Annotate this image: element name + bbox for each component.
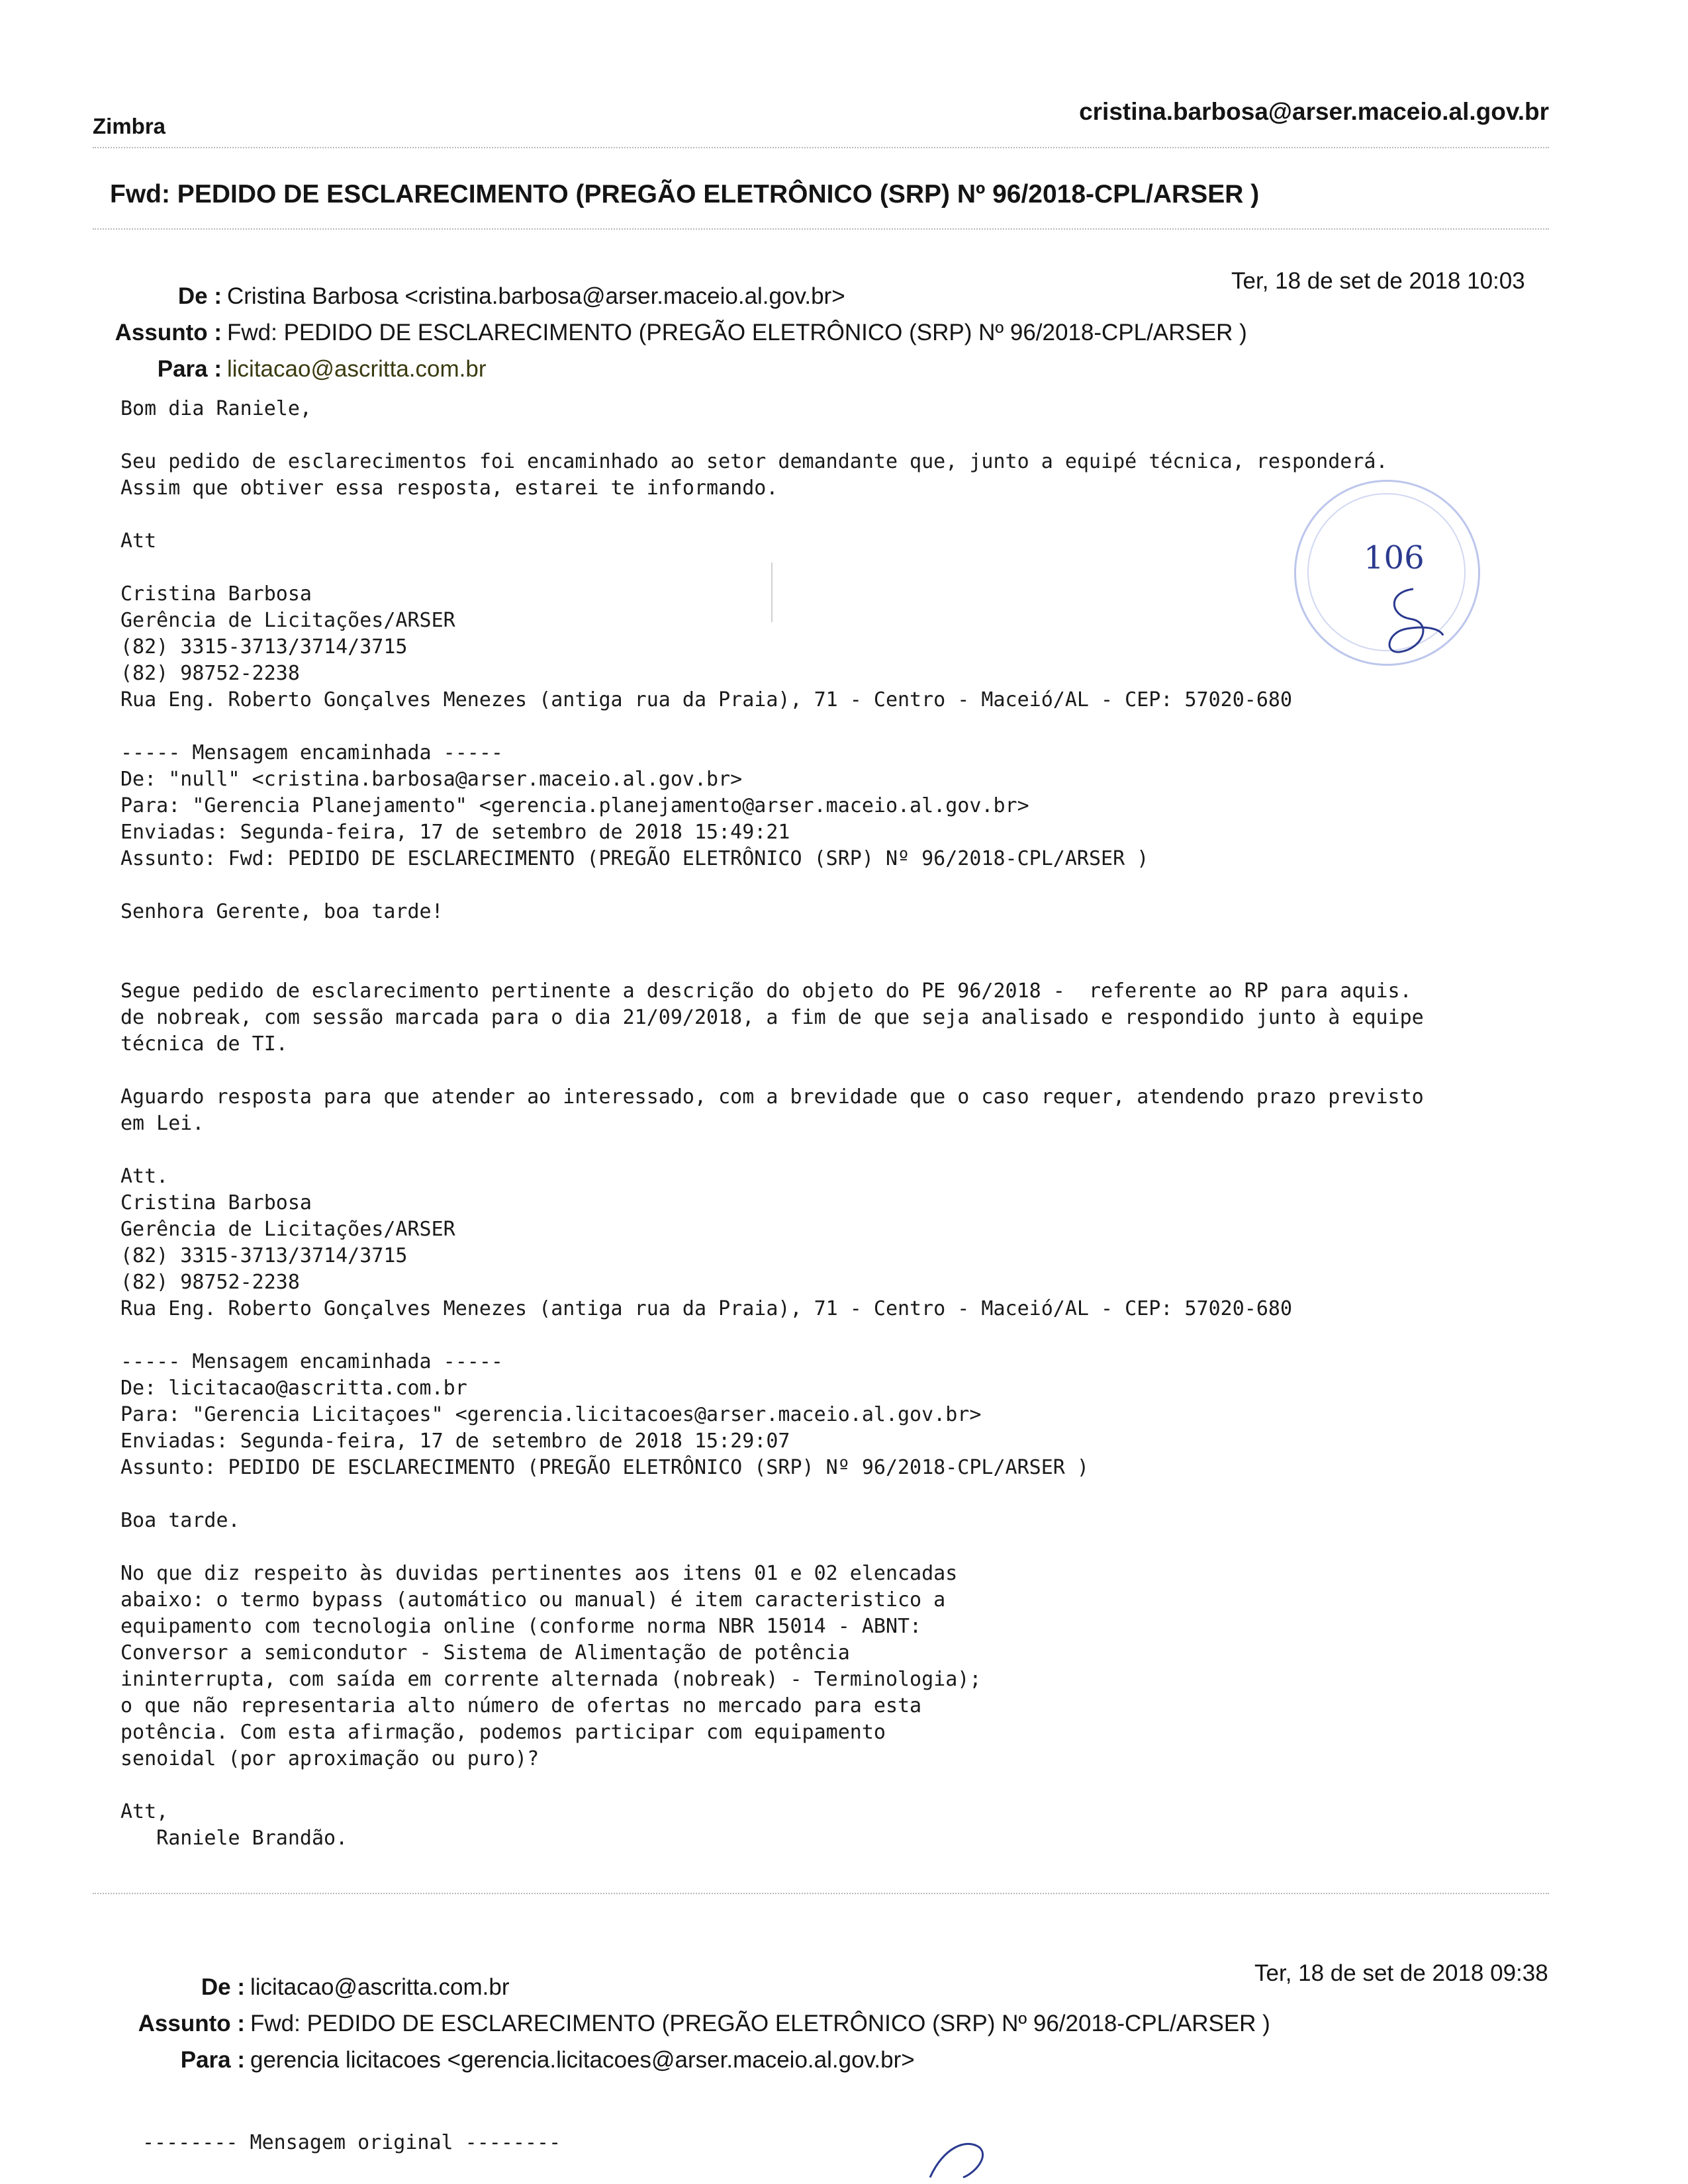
to-row-2 (129, 2042, 1270, 2078)
to-value[interactable]: licitacao@ascritta.com.br (227, 356, 487, 382)
subject-label: Assunto : (115, 320, 222, 345)
to-row (106, 351, 1247, 387)
message-date-2: Ter, 18 de set de 2018 09:38 (1254, 1960, 1548, 1986)
handwritten-mark-icon (927, 2134, 993, 2181)
from-label-2: De : (201, 1974, 245, 2000)
subject-row (106, 314, 1247, 351)
page-number-handwritten: 106 (1364, 539, 1425, 576)
message-divider (93, 1893, 1549, 1894)
header-divider (93, 147, 1549, 148)
from-row-2 (129, 1969, 1270, 2005)
subject-value-2: Fwd: PEDIDO DE ESCLARECIMENTO (PREGÃO ELETRÔNICO (SRP) Nº 96/2018-CPL/ARSER ) (250, 2011, 1270, 2036)
to-label-2: Para : (180, 2047, 245, 2073)
subject-label-2: Assunto : (138, 2011, 245, 2036)
app-name: Zimbra (93, 114, 166, 138)
message-header-2 (129, 1969, 1270, 2078)
to-value-2[interactable]: gerencia licitacoes <gerencia.licitacoes@arser.maceio.al.gov.br> (250, 2047, 915, 2073)
from-value-2[interactable]: licitacao@ascritta.com.br (250, 1974, 510, 2000)
from-label: De : (177, 283, 222, 309)
subject-divider (93, 228, 1549, 230)
thread-subject: Fwd: PEDIDO DE ESCLARECIMENTO (PREGÃO ELETRÔNICO (SRP) Nº 96/2018-CPL/ARSER ) (110, 180, 1260, 208)
from-row (106, 278, 1247, 314)
message-body-2: -------- Mensagem original -------- (142, 2131, 561, 2154)
from-value[interactable]: Cristina Barbosa <cristina.barbosa@arser.maceio.al.gov.br> (227, 283, 845, 309)
message-body-1: Bom dia Raniele, Seu pedido de esclarecimentos foi encaminhado ao setor demandante que, junto a equipé técnica, responderá. Assim que obtiver essa resposta, estarei te informando. Att Cristina Barbosa Gerência de Licitações/ARSER (82) 3315-3713/3714/3715 (82) 98752-2238 Rua Eng. Roberto Gonçalves Menezes (antiga rua da Praia), 71 - Centro - Maceió/AL - CEP: 57020-680 ----- Mensagem encaminhada ----- De: "null" <cristina.barbosa@arser.maceio.al.gov.br> Para: "Gerencia Planejamento" <gerencia.planejamento@arser.maceio.al.gov.br> Enviadas: Segunda-feira, 17 de setembro de 2018 15:49:21 Assunto: Fwd: PEDIDO DE ESCLARECIMENTO (PREGÃO ELETRÔNICO (SRP) Nº 96/2018-CPL/ARSER ) Senhora Gerente, boa tarde! Segue pedido de esclarecimento pertinente a descrição do objeto do PE 96/2018 - referente ao RP para aquis. de nobreak, com sessão marcada para o dia 21/09/2018, a fim de que seja analisado e respondido junto à equipe técnica de TI. Aguardo resposta para que atender ao interessado, com a brevidade que o caso requer, atendendo prazo previsto em Lei. Att. Cristina Barbosa Gerência de Licitações/ARSER (82) 3315-3713/3714/3715 (82) 98752-2238 Rua Eng. Roberto Gonçalves Menezes (antiga rua da Praia), 71 - Centro - Maceió/AL - CEP: 57020-680 ----- Mensagem encaminhada ----- De: licitacao@ascritta.com.br Para: "Gerencia Licitaçoes" <gerencia.licitacoes@arser.maceio.al.gov.br> Enviadas: Segunda-feira, 17 de setembro de 2018 15:29:07 Assunto: PEDIDO DE ESCLARECIMENTO (PREGÃO ELETRÔNICO (SRP) Nº 96/2018-CPL/ARSER ) Boa tarde. No que diz respeito às duvidas pertinentes aos itens 01 e 02 elencadas abaixo: o termo bypass (automático ou manual) é item caracteristico a equipamento com tecnologia online (conforme norma NBR 15014 - ABNT: Conversor a semicondutor - Sistema de Alimentação de potência ininterrupta, com saída em corrente alternada (nobreak) - Terminologia); o que não representaria alto número de ofertas no mercado para esta potência. Com esta afirmação, podemos participar com equipamento senoidal (por aproximação ou puro)? Att, Raniele Brandão. (120, 397, 1424, 1850)
subject-value: Fwd: PEDIDO DE ESCLARECIMENTO (PREGÃO ELETRÔNICO (SRP) Nº 96/2018-CPL/ARSER ) (227, 320, 1247, 345)
message-header-1 (106, 278, 1247, 387)
to-label: Para : (157, 356, 222, 382)
message-date-1: Ter, 18 de set de 2018 10:03 (1231, 268, 1525, 294)
subject-row-2 (129, 2005, 1270, 2042)
account-email: cristina.barbosa@arser.maceio.al.gov.br (1079, 98, 1549, 125)
